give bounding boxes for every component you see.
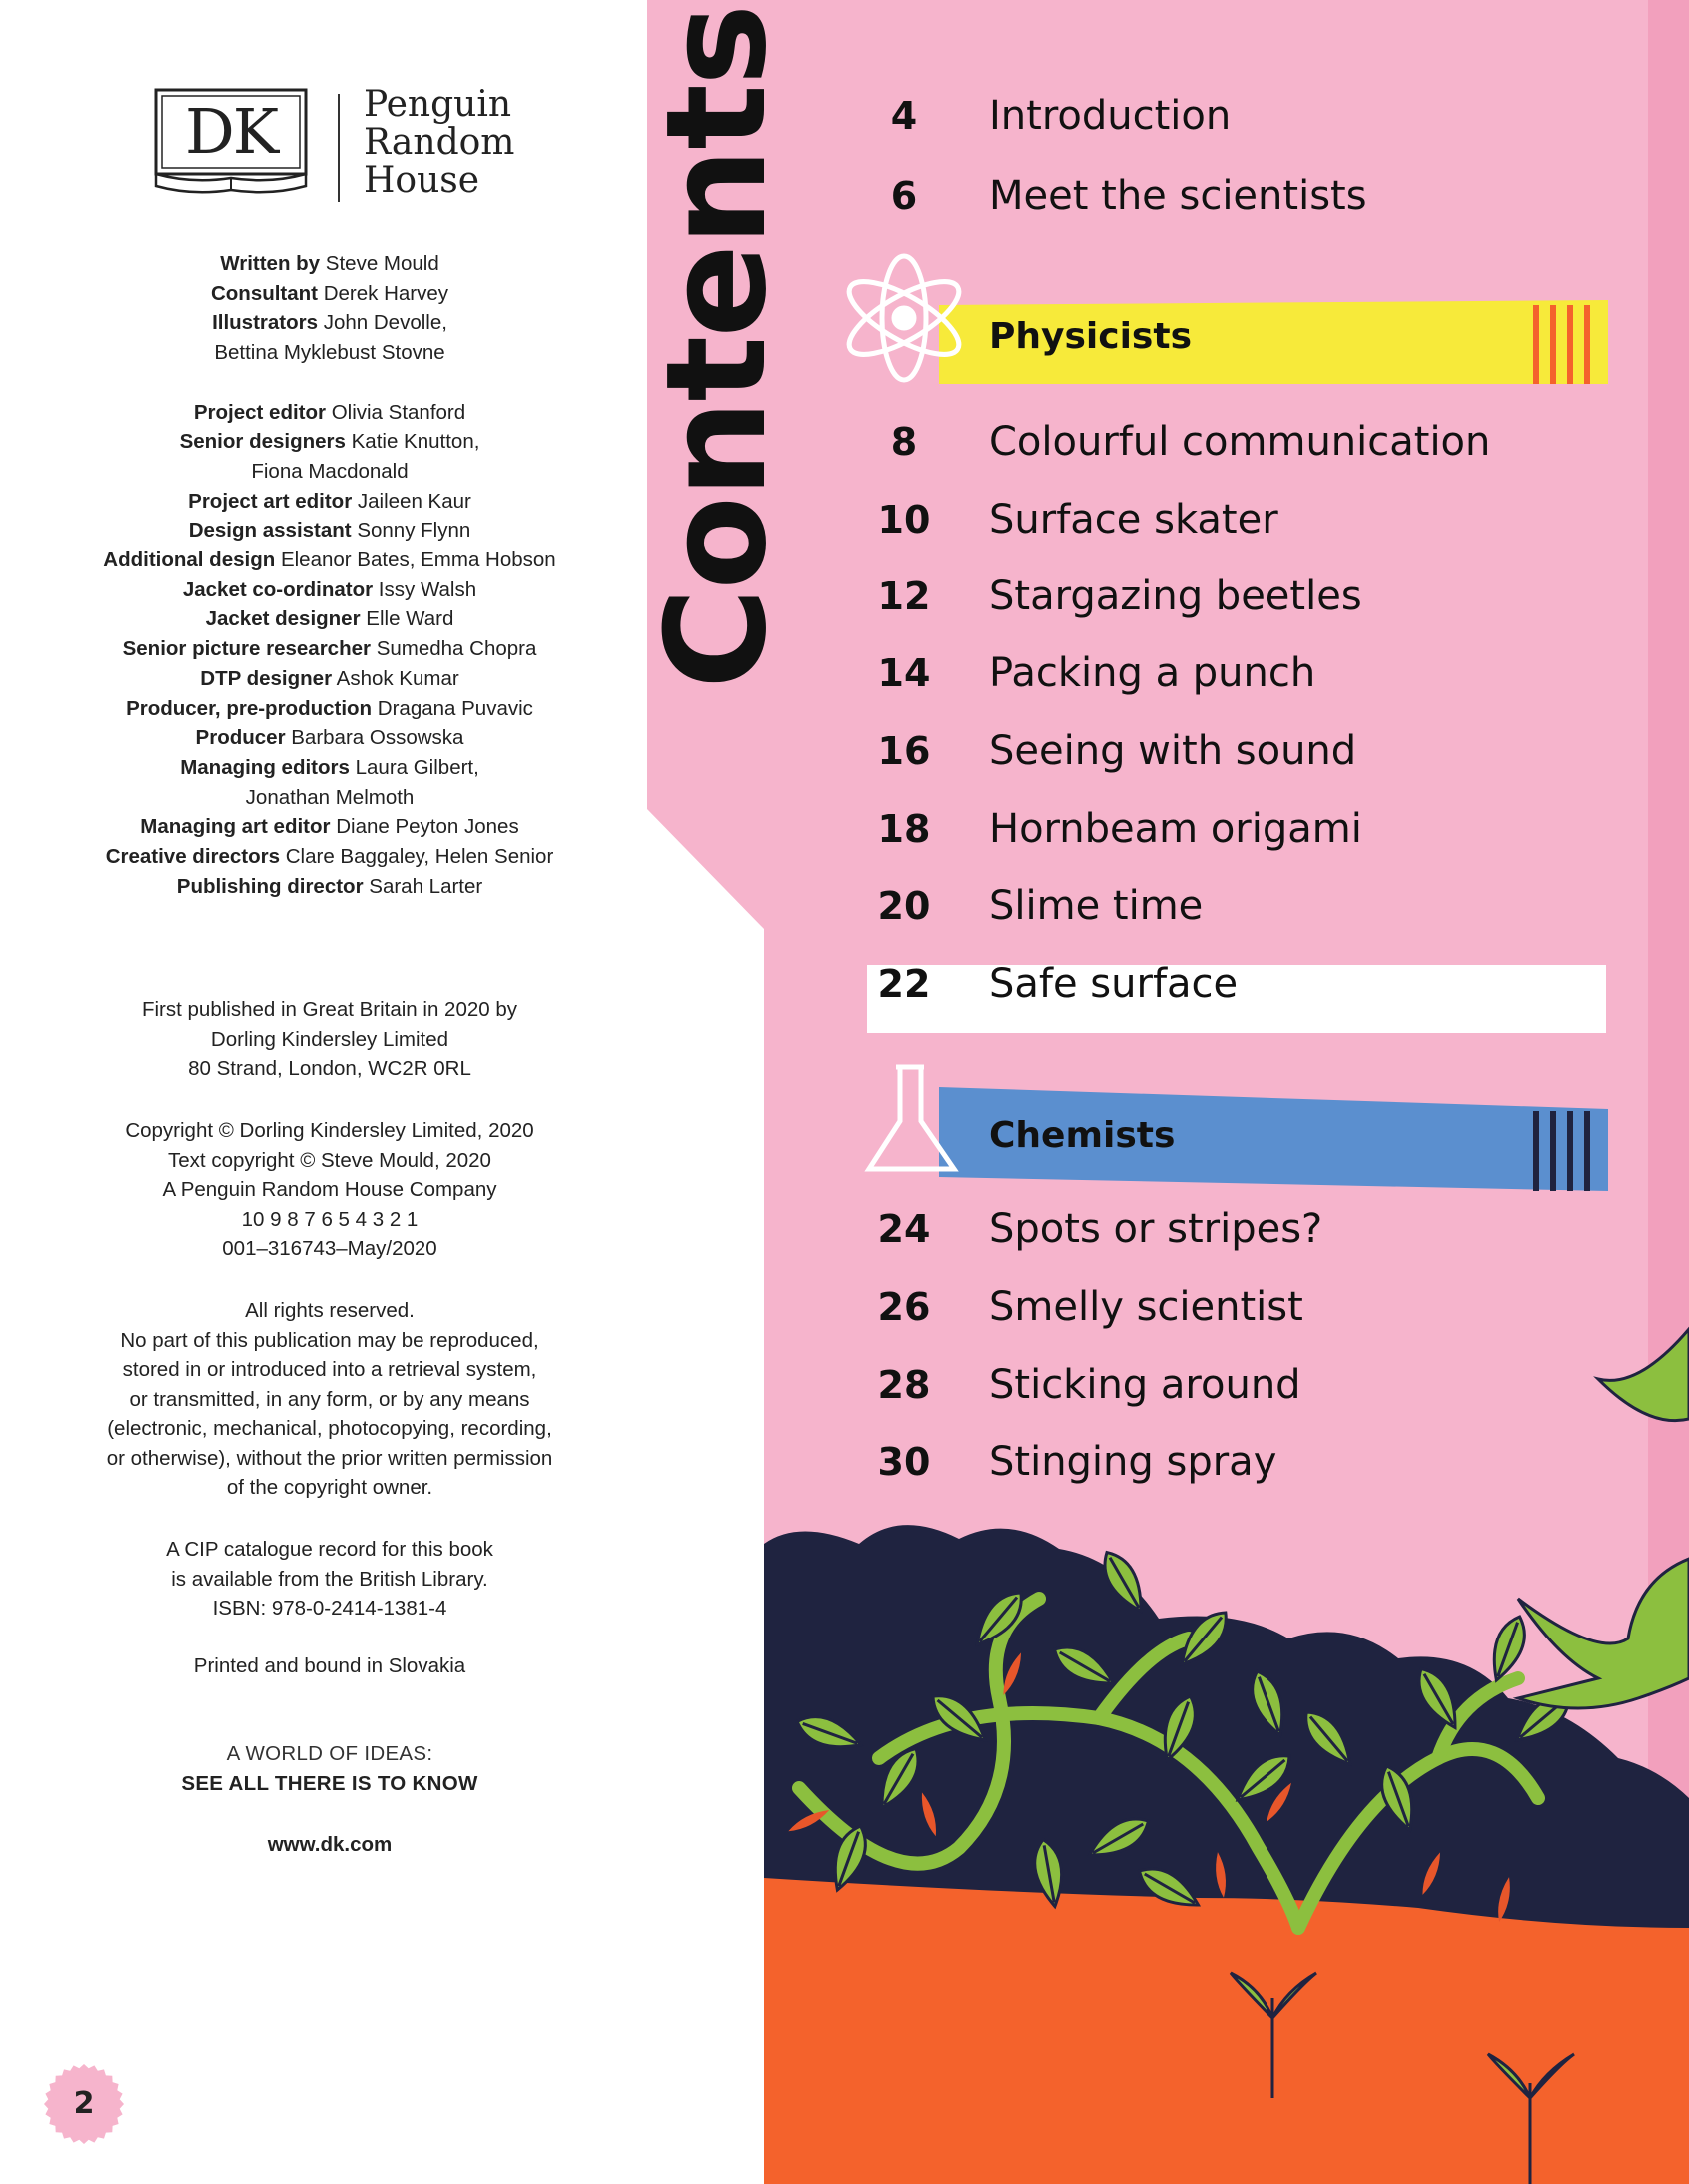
- rights-line: stored in or introduced into a retrieval system,: [122, 1358, 537, 1381]
- toc-page-number: 30: [877, 1440, 931, 1484]
- copyright-line: Copyright © Dorling Kindersley Limited, 2020: [125, 1119, 534, 1142]
- toc-page-number: 4: [890, 94, 918, 138]
- imprint-line: House: [364, 160, 480, 201]
- credit-name: Katie Knutton,: [351, 430, 480, 454]
- credit-role: Jacket co-ordinator: [182, 577, 374, 601]
- rights-line: or transmitted, in any form, or by any means: [129, 1387, 530, 1411]
- toc-entry-title: Packing a punch: [989, 650, 1316, 696]
- credit-name: Sarah Larter: [369, 874, 483, 898]
- cip-line: A CIP catalogue record for this book: [166, 1538, 493, 1561]
- website-url[interactable]: www.dk.com: [267, 1833, 393, 1856]
- printed-line: Printed and bound in Slovakia: [193, 1654, 466, 1677]
- dk-logo-text: DK: [184, 95, 278, 168]
- toc-entry-title: Slime time: [989, 883, 1204, 929]
- credit-name: Eleanor Bates, Emma Hobson: [280, 548, 556, 571]
- cip-line: ISBN: 978-0-2414-1381-4: [212, 1597, 447, 1620]
- credit-role: Written by: [220, 252, 321, 275]
- copyright-line: Text copyright © Steve Mould, 2020: [168, 1148, 491, 1172]
- credit-role: Jacket designer: [205, 607, 361, 631]
- toc-entry-title: Colourful communication: [989, 419, 1491, 465]
- credit-role: Consultant: [210, 281, 319, 305]
- credit-name: Sonny Flynn: [357, 519, 471, 543]
- credit-role: Illustrators: [212, 311, 319, 335]
- publication-line: 80 Strand, London, WC2R 0RL: [188, 1057, 471, 1080]
- toc-entry-title: Smelly scientist: [989, 1284, 1303, 1330]
- publication-line: Dorling Kindersley Limited: [210, 1027, 449, 1051]
- toc-entry-title: Hornbeam origami: [989, 806, 1362, 852]
- credit-name: Bettina Myklebust Stovne: [214, 341, 445, 365]
- imprint-line: Penguin: [364, 84, 512, 125]
- credit-name: Dragana Puvavic: [377, 696, 533, 720]
- credit-role: Project editor: [193, 400, 326, 424]
- publication-line: First published in Great Britain in 2020 by: [141, 998, 518, 1021]
- credit-role: Creative directors: [105, 845, 281, 868]
- slogan-line-1: A WORLD OF IDEAS:: [226, 1742, 433, 1765]
- credit-name: Barbara Ossowska: [291, 726, 464, 750]
- credit-name: Jaileen Kaur: [357, 489, 471, 513]
- credit-name: John Devolle,: [323, 311, 447, 335]
- toc-page-number: 14: [877, 651, 931, 695]
- credit-role: Additional design: [103, 548, 276, 571]
- credit-name: Jonathan Melmoth: [245, 785, 415, 809]
- toc-page-number: 10: [877, 498, 931, 542]
- credit-name: Derek Harvey: [323, 281, 449, 305]
- rights-line: or otherwise), without the prior written permission: [106, 1446, 553, 1470]
- credit-role: Project art editor: [188, 489, 353, 513]
- rights-line: All rights reserved.: [245, 1299, 415, 1322]
- credit-name: Fiona Macdonald: [251, 459, 409, 483]
- credit-name: Sumedha Chopra: [376, 637, 537, 661]
- toc-entry-title: Sticking around: [989, 1362, 1301, 1408]
- credit-role: Senior designers: [179, 430, 346, 454]
- toc-page-number: 16: [877, 729, 931, 773]
- section-label-physicists: Physicists: [989, 316, 1192, 357]
- toc-entry-title: Meet the scientists: [989, 173, 1367, 219]
- page-number: 2: [73, 2086, 95, 2121]
- credit-name: Olivia Stanford: [331, 400, 466, 424]
- toc-page-number: 28: [877, 1363, 931, 1407]
- rights-line: (electronic, mechanical, photocopying, recording,: [107, 1417, 552, 1440]
- rights-line: of the copyright owner.: [226, 1476, 433, 1499]
- toc-entry-title: Introduction: [989, 93, 1232, 139]
- toc-page-number: 12: [877, 574, 931, 618]
- credit-role: Design assistant: [188, 519, 352, 543]
- toc-page-number: 6: [890, 174, 918, 218]
- rights-line: No part of this publication may be reproduced,: [120, 1328, 539, 1352]
- credit-role: Senior picture researcher: [122, 637, 371, 661]
- credit-name: Clare Baggaley, Helen Senior: [285, 845, 554, 868]
- imprint-line: Random: [364, 122, 515, 163]
- credit-name: Laura Gilbert,: [355, 755, 479, 779]
- toc-page-number: 22: [877, 962, 931, 1006]
- toc-page-number: 20: [877, 884, 931, 928]
- credit-role: Publishing director: [176, 874, 364, 898]
- copyright-line: 10 9 8 7 6 5 4 3 2 1: [241, 1207, 419, 1231]
- toc-page-number: 8: [890, 420, 918, 464]
- toc-entry-title: Safe surface: [989, 961, 1239, 1007]
- credit-name: Issy Walsh: [378, 577, 477, 601]
- credit-role: Producer: [195, 726, 286, 750]
- section-label-chemists: Chemists: [989, 1115, 1176, 1156]
- toc-entry-title: Seeing with sound: [989, 728, 1357, 774]
- credit-name: Ashok Kumar: [336, 666, 459, 690]
- cip-line: is available from the British Library.: [171, 1567, 488, 1591]
- toc-entry-title: Stinging spray: [989, 1439, 1277, 1485]
- copyright-line: 001–316743–May/2020: [222, 1237, 437, 1260]
- toc-entry-title: Spots or stripes?: [989, 1206, 1323, 1252]
- slogan-line-2: SEE ALL THERE IS TO KNOW: [181, 1771, 478, 1795]
- credit-role: DTP designer: [200, 666, 333, 690]
- toc-page-number: 18: [877, 807, 931, 851]
- credit-name: Elle Ward: [366, 607, 454, 631]
- toc-entry-title: Surface skater: [989, 497, 1278, 543]
- credit-name: Diane Peyton Jones: [336, 815, 519, 839]
- credit-name: Steve Mould: [325, 252, 439, 275]
- soil-band: [764, 1878, 1689, 2184]
- copyright-line: A Penguin Random House Company: [162, 1178, 497, 1201]
- toc-page-number: 26: [877, 1285, 931, 1329]
- credit-role: Managing editors: [180, 755, 350, 779]
- credit-role: Producer, pre-production: [126, 696, 373, 720]
- credit-role: Managing art editor: [140, 815, 331, 839]
- toc-page-number: 24: [877, 1207, 931, 1251]
- toc-entry-title: Stargazing beetles: [989, 573, 1362, 619]
- contents-title: Contents: [636, 5, 797, 689]
